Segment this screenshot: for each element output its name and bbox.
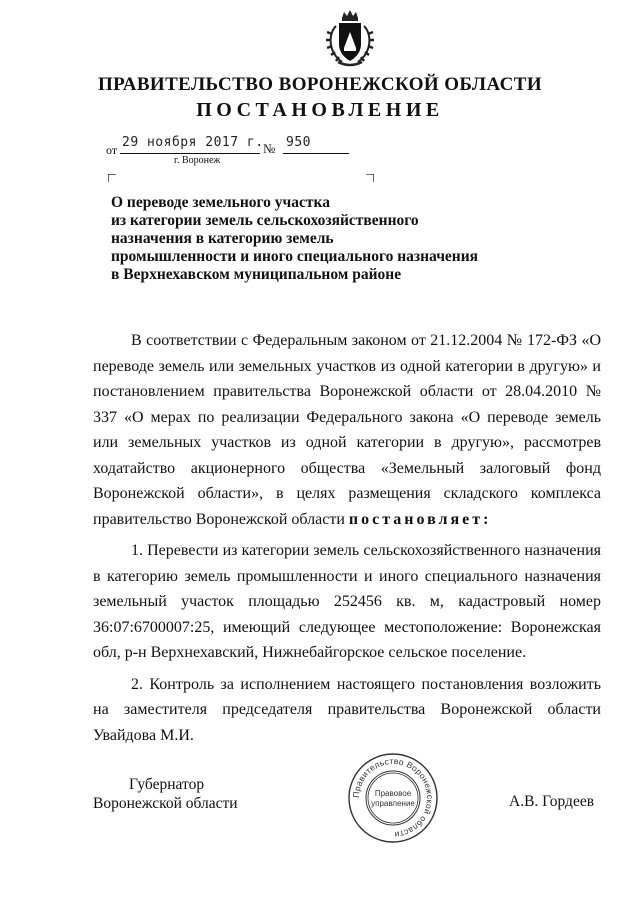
signatory-title-line2: Воронежской области bbox=[93, 795, 238, 812]
stamp-center-line1: Правовое bbox=[374, 789, 412, 798]
item-2-paragraph: 2. Контроль за исполнением настоящего постановления возложить на заместителя председателя правительства Воронежской области Увайдова М.И. bbox=[93, 675, 601, 744]
item-1-paragraph: 1. Перевести из категории земель сельскохозяйственного назначения в категорию земель промышленности и иного специального назначения земельный участок площадью 252456 кв. м, кадастровый номер 36:07:6700007:25, имеющий следующее местоположение: Воронежская обл, р-н Верхнехавский, Нижнебайгорское сельское поселение. bbox=[93, 542, 601, 661]
number-prefix-label: № bbox=[263, 141, 276, 156]
city-label: г. Воронеж bbox=[174, 155, 221, 166]
subject-line: из категории земель сельскохозяйственного bbox=[111, 212, 419, 229]
decree-word: постановляет: bbox=[348, 510, 492, 528]
bracket-top-left bbox=[108, 174, 116, 182]
date-underline bbox=[120, 153, 260, 154]
subject-line: назначения в категорию земель bbox=[111, 230, 334, 247]
stamp-ring-text: Правительство Воронежской области bbox=[350, 755, 436, 841]
stamp-center-line2: управление bbox=[371, 799, 415, 808]
document-date: 29 ноября 2017 г. bbox=[122, 135, 264, 150]
preamble-paragraph bbox=[93, 328, 601, 532]
bracket-top-right bbox=[366, 174, 374, 182]
document-subject bbox=[111, 194, 531, 284]
subject-line: в Верхнехавском муниципальном районе bbox=[111, 266, 402, 283]
legal-department-stamp bbox=[347, 752, 439, 844]
subject-line: О переводе земельного участка bbox=[111, 194, 330, 211]
preamble-text: В соответствии с Федеральным законом от 21.12.2004 № 172-ФЗ «О переводе земель или земельных участков из одной категории в другую» и постановлением правительства Воронежской области от 28.04.2010 № 337 «О мерах по реализации Федерального закона «О переводе земель или земельных участков из одной категории в другую», рассмотрев ходатайство акционерного общества «Земельный залоговый фонд Воронежской области», в целях размещения складского комплекса правительство Воронежской области bbox=[93, 332, 601, 528]
document-number: 950 bbox=[286, 135, 311, 150]
government-title: ПРАВИТЕЛЬСТВО ВОРОНЕЖСКОЙ ОБЛАСТИ bbox=[97, 74, 543, 95]
signatory-title-line1: Губернатор bbox=[129, 776, 205, 793]
number-underline bbox=[283, 153, 349, 154]
document-body bbox=[93, 328, 601, 754]
document-type-title: ПОСТАНОВЛЕНИЕ bbox=[196, 99, 444, 121]
date-prefix-label: от bbox=[106, 143, 118, 157]
signatory-title bbox=[93, 775, 238, 813]
signatory-name: А.В. Гордеев bbox=[509, 793, 595, 810]
subject-line: промышленности и иного специального назначения bbox=[111, 248, 479, 265]
coat-of-arms-icon bbox=[322, 8, 378, 70]
